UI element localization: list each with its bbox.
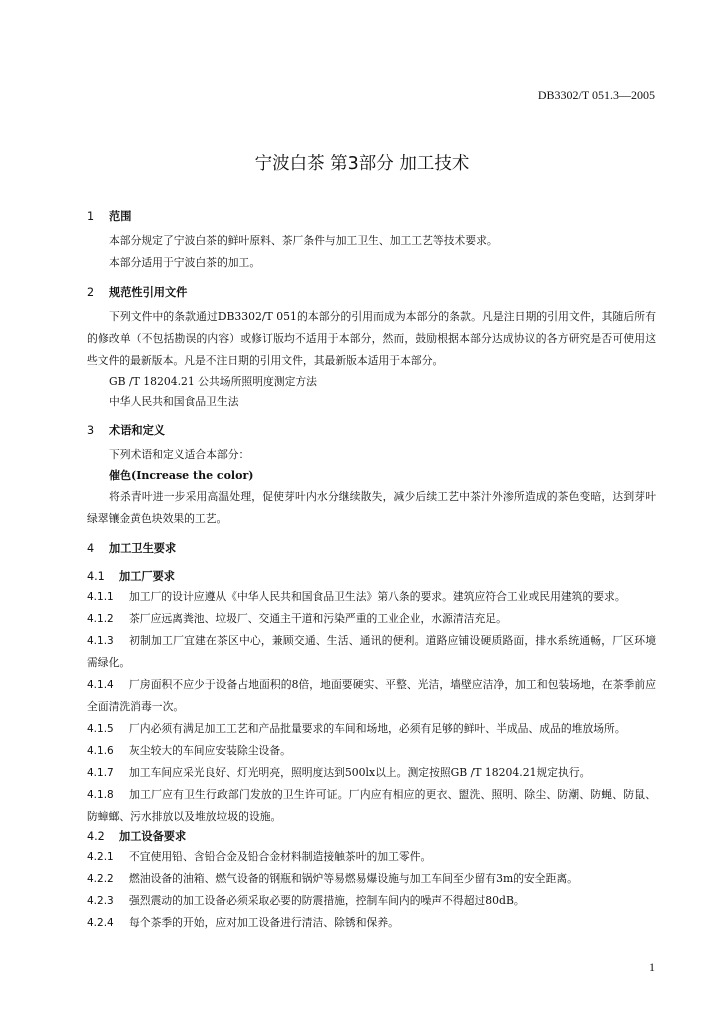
clause-number: 4.1.6 — [87, 745, 114, 757]
clause-number: 4.2.2 — [87, 873, 114, 885]
clause — [87, 608, 656, 630]
normative-reference: 中华人民共和国食品卫生法 — [109, 395, 239, 408]
paragraph: 本部分适用于宁波白茶的加工。 — [109, 256, 261, 269]
term-definition: 将杀青叶进一步采用高温处理，促使芽叶内水分继续散失，减少后续工艺中茶汁外渗所造成的茶色变暗，达到芽叶绿翠镶金黄色块效果的工艺。 — [87, 490, 656, 525]
clause-number: 4.1.2 — [87, 613, 114, 625]
clause-text: 燃油设备的油箱、燃气设备的钢瓶和锅炉等易燃易爆设施与加工车间至少留有3m的安全距离。 — [129, 872, 578, 885]
subsection-title: 加工厂要求 — [119, 570, 175, 583]
clause-text: 不宜使用铅、含铅合金及铅合金材料制造接触茶叶的加工零件。 — [129, 850, 432, 863]
document-body — [87, 208, 656, 934]
section-title: 范围 — [109, 210, 132, 223]
subsection-title: 加工设备要求 — [119, 830, 187, 843]
subsection-4-1-heading — [87, 568, 656, 586]
paragraph: 下列文件中的条款通过DB3302/T 051的本部分的引用而成为本部分的条款。凡是注日期的引用文件，其随后所有的修改单（不包括勘误的内容）或修订版均不适用于本部分，然而，鼓励根据本部分达成协议的各方研究是否可使用这些文件的最新版本。凡是不注日期的引用文件，其最新版本适用于本部分。 — [87, 310, 656, 367]
clause — [87, 868, 656, 890]
section-number: 1 — [87, 210, 95, 223]
clause-text: 厂房面积不应少于设备占地面积的8倍，地面要硬实、平整、光洁，墙壁应洁净，加工和包装场地，在茶季前应全面清洗消毒一次。 — [87, 678, 656, 713]
section-1-heading — [87, 208, 656, 226]
clause-number: 4.1.4 — [87, 679, 114, 691]
clause-text: 初制加工厂宜建在茶区中心，兼顾交通、生活、通讯的便利。道路应铺设硬质路面，排水系统通畅，厂区环境需绿化。 — [87, 634, 656, 669]
clause-text: 每个茶季的开始，应对加工设备进行清洁、除锈和保养。 — [129, 916, 399, 929]
section-title: 加工卫生要求 — [109, 542, 177, 555]
standard-code: DB3302/T 051.3—2005 — [537, 88, 655, 102]
subsection-4-2-heading — [87, 828, 656, 846]
clause-text: 加工厂应有卫生行政部门发放的卫生许可证。厂内应有相应的更衣、盥洗、照明、除尘、防潮、防蝇、防鼠、防蟑螂、污水排放以及堆放垃圾的设施。 — [87, 788, 656, 823]
section-number: 2 — [87, 286, 95, 299]
subsection-number: 4.2 — [87, 830, 105, 843]
section-4-heading — [87, 540, 656, 558]
paragraph: 下列术语和定义适合本部分： — [109, 448, 250, 461]
page-number: 1 — [649, 960, 655, 974]
clause-text: 加工车间应采光良好、灯光明亮，照明度达到500lx以上。测定按照GB /T 18204.21规定执行。 — [129, 766, 591, 779]
term-name: 催色(Increase the color) — [109, 469, 254, 482]
clause — [87, 586, 656, 608]
clause-text: 厂内必须有满足加工工艺和产品批量要求的车间和场地，必须有足够的鲜叶、半成品、成品的堆放场所。 — [129, 722, 626, 735]
normative-reference: GB /T 18204.21 公共场所照明度测定方法 — [109, 375, 317, 388]
section-2-heading — [87, 284, 656, 302]
clause-text: 茶厂应远离粪池、垃圾厂、交通主干道和污染严重的工业企业，水源清洁充足。 — [129, 612, 507, 625]
section-3-heading — [87, 422, 656, 440]
clause-number: 4.2.1 — [87, 851, 114, 863]
paragraph: 本部分规定了宁波白茶的鲜叶原料、茶厂条件与加工卫生、加工工艺等技术要求。 — [109, 234, 498, 247]
clause — [87, 890, 656, 912]
clause — [87, 912, 656, 934]
clause-number: 4.2.3 — [87, 895, 114, 907]
section-title: 规范性引用文件 — [109, 286, 188, 299]
clause-text: 灰尘较大的车间应安装除尘设备。 — [129, 744, 291, 757]
clause — [87, 762, 656, 784]
clause — [87, 740, 656, 762]
clause-text: 强烈震动的加工设备必须采取必要的防震措施，控制车间内的噪声不得超过80dB。 — [129, 894, 525, 907]
subsection-number: 4.1 — [87, 570, 105, 583]
clause — [87, 846, 656, 868]
clause-number: 4.2.4 — [87, 917, 114, 929]
clause-number: 4.1.1 — [87, 591, 114, 603]
clause-number: 4.1.5 — [87, 723, 114, 735]
clause-number: 4.1.8 — [87, 789, 114, 801]
section-number: 3 — [87, 424, 95, 437]
clause-number: 4.1.7 — [87, 767, 114, 779]
clause-text: 加工厂的设计应遵从《中华人民共和国食品卫生法》第八条的要求。建筑应符合工业或民用建筑的要求。 — [129, 590, 626, 603]
clause — [87, 784, 656, 828]
clause — [87, 630, 656, 674]
document-title: 宁波白茶 第3部分 加工技术 — [254, 154, 470, 174]
clause-number: 4.1.3 — [87, 635, 114, 647]
section-number: 4 — [87, 542, 95, 555]
clause — [87, 718, 656, 740]
clause — [87, 674, 656, 718]
section-title: 术语和定义 — [109, 424, 165, 437]
